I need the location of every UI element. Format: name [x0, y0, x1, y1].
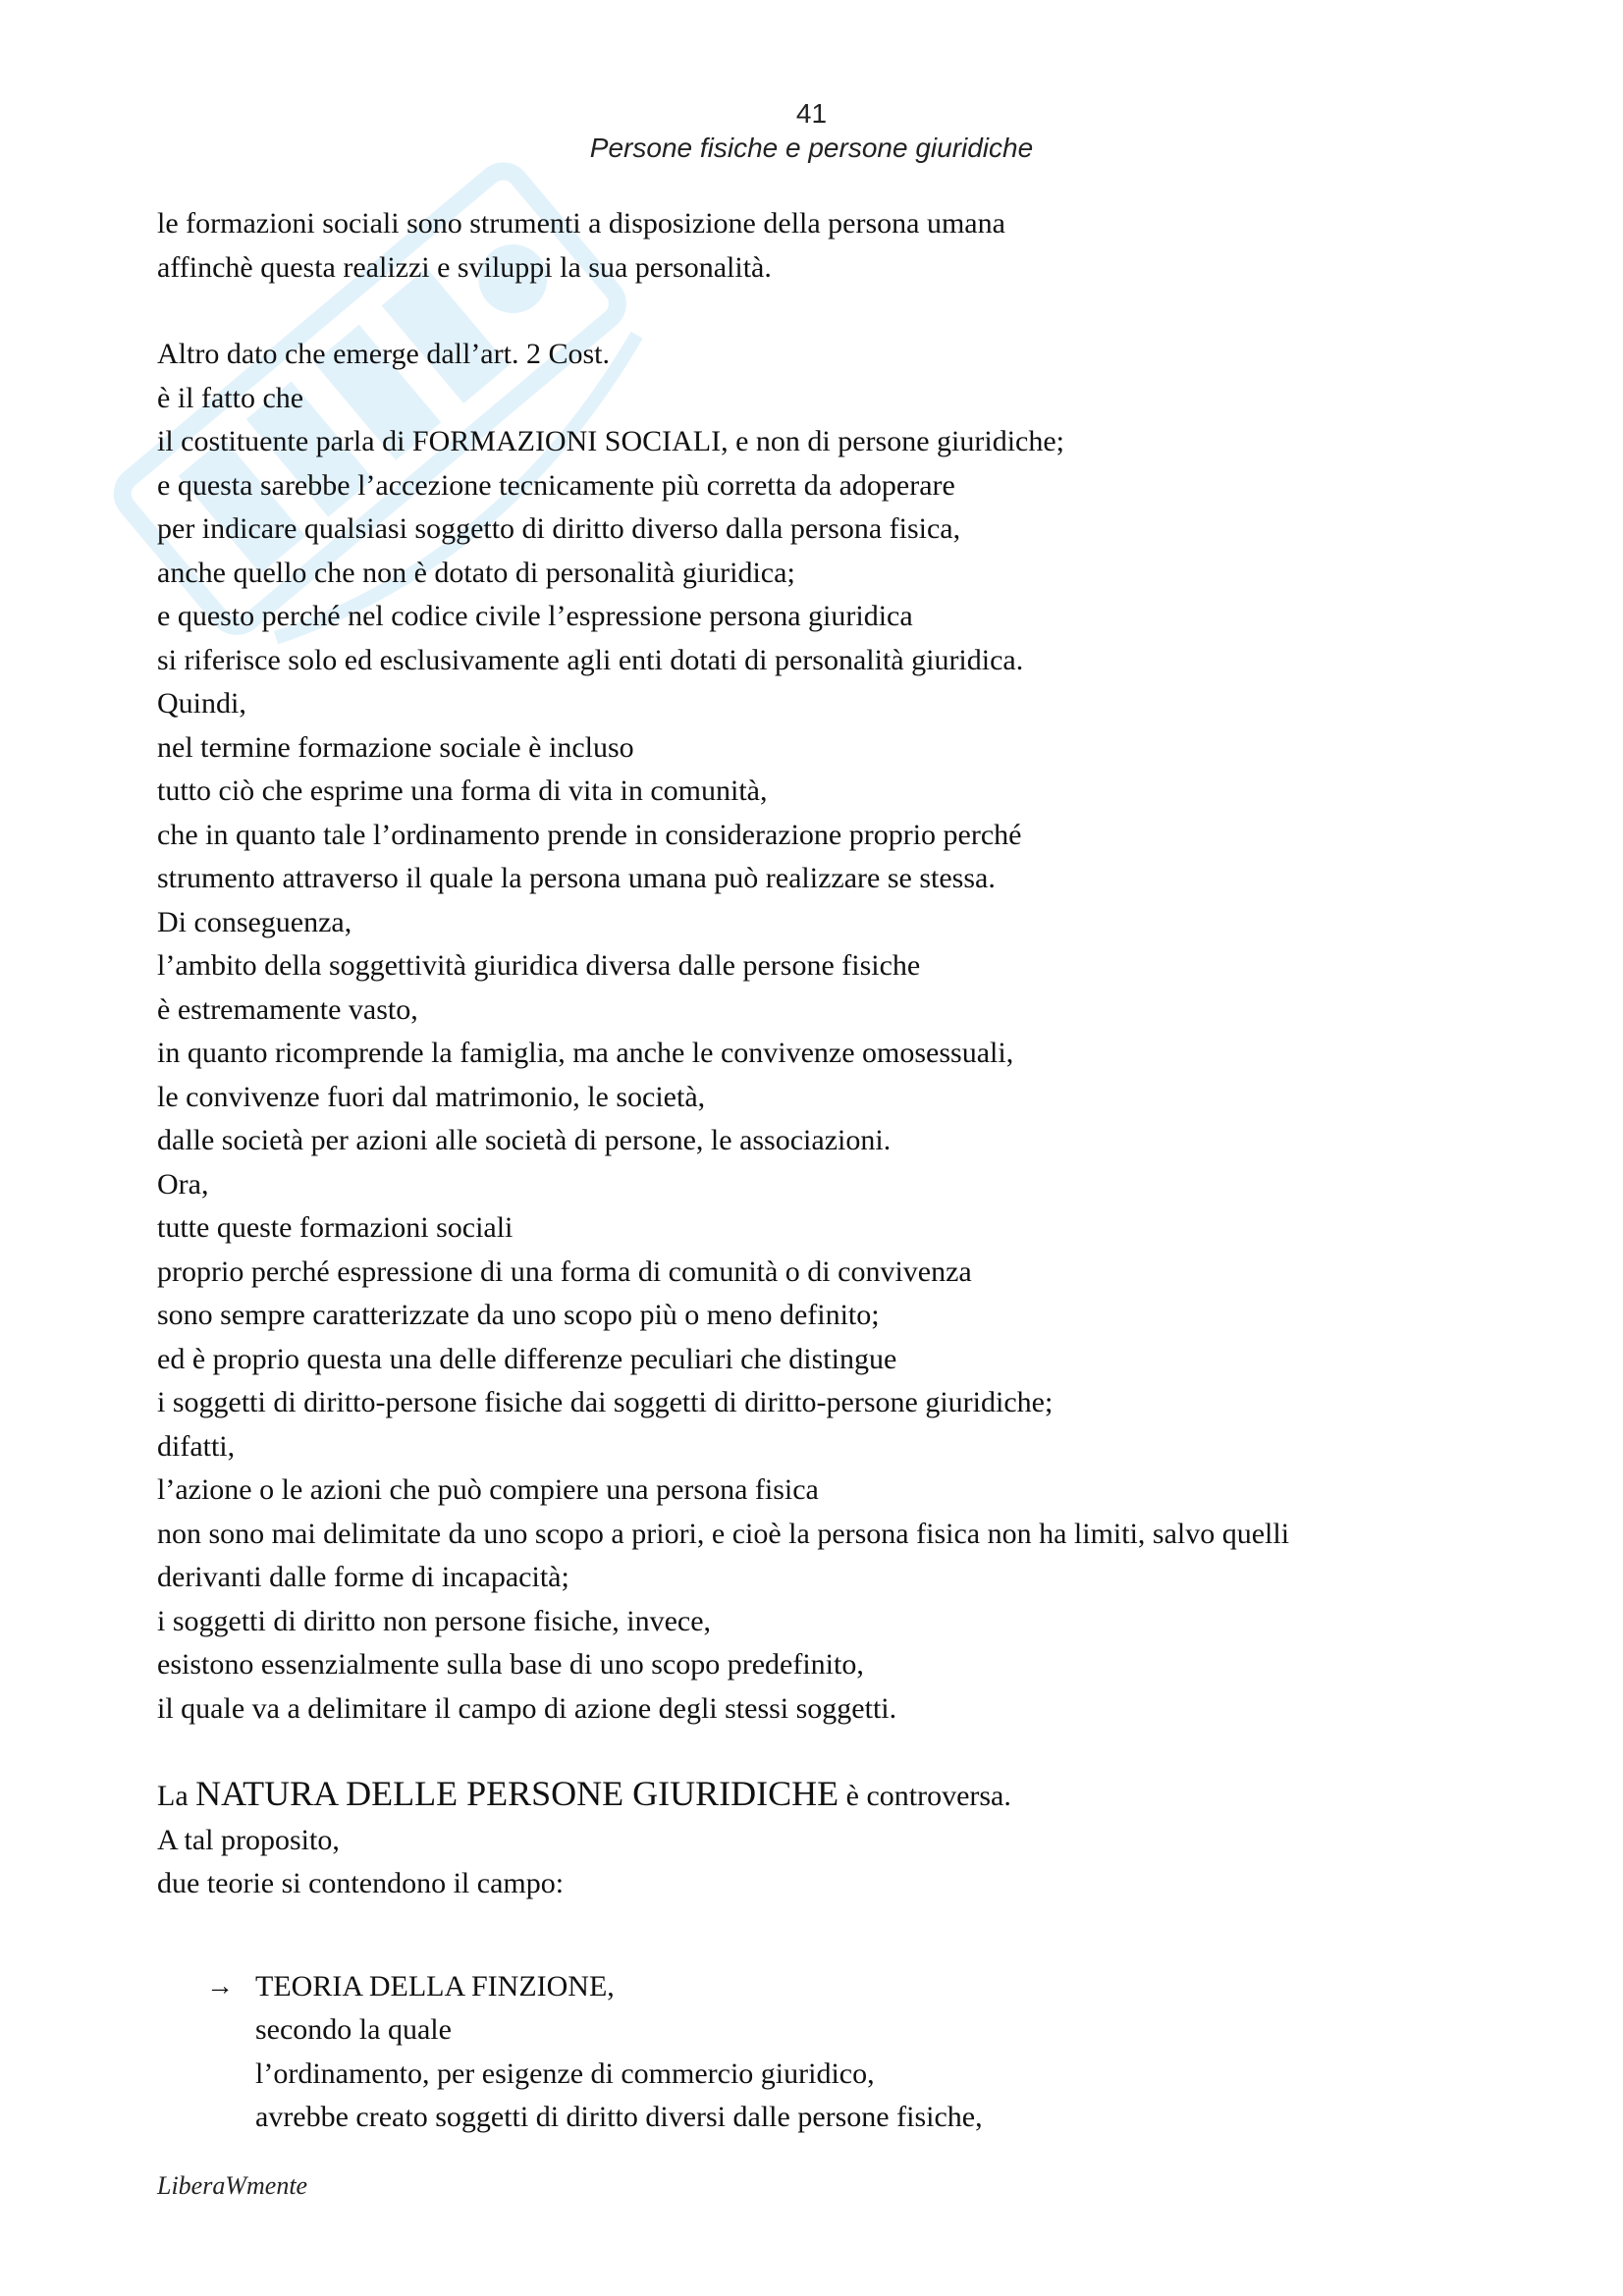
text-line: le convivenze fuori dal matrimonio, le società, — [157, 1080, 706, 1113]
text-line: l’ordinamento, per esigenze di commercio giuridico, — [255, 2056, 875, 2090]
text-line: secondo la quale — [255, 2013, 452, 2046]
text-line: Altro dato che emerge dall’art. 2 Cost. — [157, 338, 610, 370]
text-line: anche quello che non è dotato di personalità giuridica; — [157, 556, 795, 589]
section-heading: NATURA DELLE PERSONE GIURIDICHE — [195, 1774, 839, 1813]
page-number: 41 — [795, 98, 828, 129]
text-line: avrebbe creato soggetti di diritto diversi dalle persone fisiche, — [255, 2101, 983, 2133]
text-line: tutto ciò che esprime una forma di vita in comunità, — [157, 774, 768, 807]
text-line: Quindi, — [157, 687, 246, 720]
text-line: esistono essenzialmente sulla base di uno scopo predefinito, — [157, 1648, 864, 1681]
text-line: Di conseguenza, — [157, 905, 352, 938]
text-line: le formazioni sociali sono strumenti a disposizione della persona umana — [157, 207, 1005, 240]
text-line: TEORIA DELLA FINZIONE, — [255, 1969, 615, 2002]
text-line: è estremamente vasto, — [157, 992, 418, 1026]
text-line: tutte queste formazioni sociali — [157, 1211, 514, 1244]
text-line: e questo perché nel codice civile l’espressione persona giuridica — [157, 600, 913, 632]
text-line: per indicare qualsiasi soggetto di diritto diverso dalla persona fisica, — [157, 512, 961, 545]
text-line: non sono mai delimitate da uno scopo a priori, e cioè la persona fisica non ha limiti, salvo quelli — [157, 1517, 1290, 1550]
text-line: che in quanto tale l’ordinamento prende in considerazione proprio perché — [157, 818, 1022, 851]
footer-signature: LiberaWmente — [157, 2171, 308, 2200]
text-line: due teorie si contendono il campo: — [157, 1867, 565, 1899]
text-line: nel termine formazione sociale è incluso — [157, 730, 634, 764]
text-line: dalle società per azioni alle società di persone, le associazioni. — [157, 1124, 892, 1156]
text-line: il quale va a delimitare il campo di azione degli stessi soggetti. — [157, 1691, 897, 1725]
section-lead-line — [157, 1772, 1532, 1819]
paragraph-3 — [157, 1772, 1532, 1906]
text-line: ed è proprio questa una delle differenze peculiari che distingue — [157, 1342, 897, 1375]
text-line: i soggetti di diritto-persone fisiche dai soggetti di diritto-persone giuridiche; — [157, 1386, 1054, 1418]
text-line: si riferisce solo ed esclusivamente agli enti dotati di personalità giuridica. — [157, 643, 1024, 676]
text-line: Ora, — [157, 1167, 209, 1201]
text-line: i soggetti di diritto non persone fisiche, invece, — [157, 1604, 712, 1637]
body-text — [157, 202, 1532, 2140]
text-line: derivanti dalle forme di incapacità; — [157, 1561, 569, 1593]
text-line: affinchè questa realizzi e sviluppi la sua personalità. — [157, 250, 772, 284]
paragraph-1 — [157, 202, 1532, 290]
paragraph-2 — [157, 333, 1532, 1731]
lead-word: La — [157, 1780, 189, 1812]
text-line: il costituente parla di FORMAZIONI SOCIALI, e non di persone giuridiche; — [157, 425, 1064, 457]
text-line: l’ambito della soggettività giuridica diversa dalle persone fisiche — [157, 949, 921, 982]
lead-tail: è controversa. — [845, 1780, 1011, 1812]
text-line: difatti, — [157, 1429, 236, 1463]
text-line: strumento attraverso il quale la persona umana può realizzare se stessa. — [157, 862, 996, 894]
arrow-right-icon: → — [206, 1970, 234, 2002]
text-line: in quanto ricomprende la famiglia, ma anche le convivenze omosessuali, — [157, 1037, 1014, 1069]
text-line: proprio perché espressione di una forma di comunità o di convivenza — [157, 1255, 972, 1288]
text-line: l’azione o le azioni che può compiere una persona fisica — [157, 1473, 819, 1506]
text-line: è il fatto che — [157, 381, 304, 414]
text-line: A tal proposito, — [157, 1823, 340, 1856]
theory-list-item — [157, 1965, 1532, 2140]
text-line: sono sempre caratterizzate da uno scopo più o meno definito; — [157, 1299, 880, 1331]
running-title: Persone fisiche e persone giuridiche — [589, 133, 1034, 163]
text-line: e questa sarebbe l’accezione tecnicamente più corretta da adoperare — [157, 468, 955, 502]
